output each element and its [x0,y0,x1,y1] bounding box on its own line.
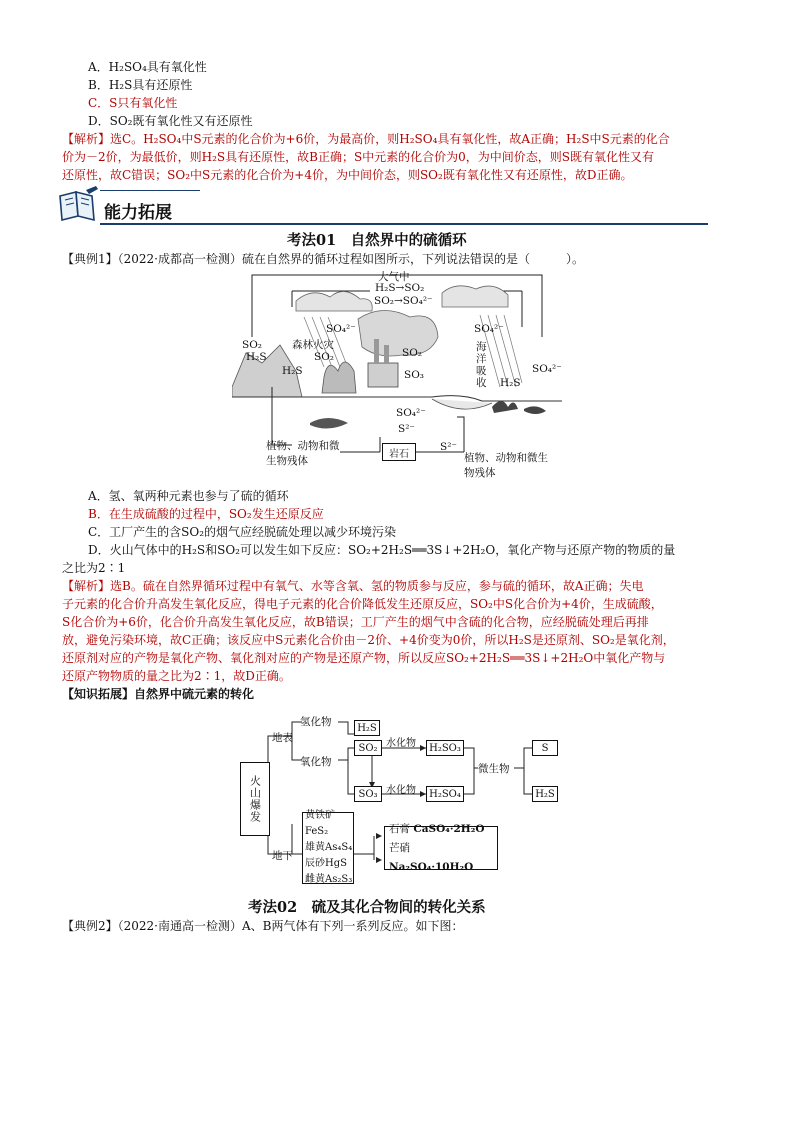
option-d: D．SO₂既有氧化性又有还原性 [88,114,253,128]
fire-so2: SO₂ [314,351,335,363]
method1-title: 考法01 自然界中的硫循环 [287,232,467,249]
mineral-item: 黄铁矿FeS₂ [305,810,335,837]
option-d: D．火山气体中的H₂S和SO₂可以发生如下反应：SO₂+2H₂S══3S↓+2H₂O，氧化产物与还原产物的物质的量 [88,543,676,557]
fire-label: 森林火灾 [292,339,334,351]
hydride-label: 氢化物 [300,716,332,728]
analysis-line: 还原产物物质的量之比为2∶1，故D正确。 [62,669,291,683]
option-c: C．S只有氧化性 [88,96,178,110]
left-h2s: H₂S [246,351,267,363]
mineral-item: 雄黄As₄S₄ [305,842,353,853]
ground-s: S²⁻ [398,423,415,435]
option-c: C．工厂产生的含SO₂的烟气应经脱硫处理以减少环境污染 [88,525,397,539]
analysis-line: 还原剂对应的产物是氧化产物、氧化剂对应的产物是还原产物，所以反应SO₂+2H₂S══3S↓+2H₂O中氧化产物与 [62,651,666,665]
left-so2: SO₂ [242,339,263,351]
volcano-box [240,762,270,836]
sea-h2s: H₂S [500,377,521,389]
microbe-label: 微生物 [478,763,510,775]
sea-so4: SO₄²⁻ [474,323,504,335]
analysis-line: 价为－2价，为最低价，则H₂S具有还原性，故B正确；S中元素的化合价为0，为中间价态，则S既有氧化性又有 [62,150,655,164]
analysis-line: 【解析】选C。H₂SO₄中S元素的化合价为+6价，为最高价，则H₂SO₄具有氧化性，故A正确；H₂S中S元素的化合 [62,132,670,146]
h2s-right-box [532,786,558,802]
mirabilite-name: 芒硝 [389,841,410,854]
sea-label: 海洋吸收 [476,341,487,389]
option-d-cont: 之比为2∶1 [62,561,126,575]
gypsum-name: 石膏 [389,822,410,835]
analysis-line: 还原性，故C错误；SO₂中S元素的化合价为+4价，为中间价态，则SO₂既有氧化性又有还原性，故D正确。 [62,168,633,182]
s-label: S [541,742,549,754]
analysis-line: 【解析】选B。硫在自然界循环过程中有氧气、水等含氧、氢的物质参与反应，参与硫的循环，故A正确；失电 [62,579,644,593]
rock-label: 岩石 [389,448,409,460]
left-bottom-label: 植物、动物和微生物残体 [266,440,340,467]
rock-box [382,443,416,461]
section-title: 能力拓展 [104,203,172,223]
sulfur-conversion-diagram [240,708,560,884]
h2s-right-label: H₂S [535,788,555,800]
hydration-label: 水化物 [386,738,416,749]
example1-question: 【典例1】（2022·成都高一检测）硫在自然界的循环过程如图所示，下列说法错误的是（ ）。 [62,252,584,266]
mirabilite-row [389,839,497,877]
so2-box [354,740,382,756]
h2s-top-label: H₂S [357,722,377,734]
h2so3-box [426,740,464,756]
surface-label: 地表 [272,732,293,744]
example2-question: 【典例2】（2022·南通高一检测）A、B两气体有下列一系列反应。如下图： [62,919,464,933]
underground-label: 地下 [272,850,293,862]
option-a: A．氢、氧两种元素也参与了硫的循环 [88,489,289,503]
h2so4-box [426,786,464,802]
atm-title: 大气中 [378,271,410,283]
ground-so4: SO₄²⁻ [396,407,426,419]
option-a: A．H₂SO₄具有氧化性 [88,60,207,74]
oxide-label: 氧化物 [300,756,332,768]
so3-label: SO₃ [358,788,378,800]
salts-box [384,822,498,873]
book-icon [56,186,100,224]
gypsum-row [389,820,484,839]
fire-so4: SO₄²⁻ [326,323,356,335]
left-h2s2: H₂S [282,365,303,377]
s-box [532,740,558,756]
right-bottom-label: 植物、动物和微生物残体 [464,452,548,479]
minerals-box [302,812,354,884]
so2-label: SO₂ [358,742,378,754]
h2s-top-box [354,720,380,736]
mineral-item: 辰砂HgS [305,858,347,869]
rock-s: S²⁻ [440,441,457,453]
method2-title: 考法02 硫及其化合物间的转化关系 [248,899,486,916]
h2so3-label: H₂SO₃ [429,742,461,754]
section-header [56,186,710,226]
volcano-label: 火山爆发 [248,775,262,823]
so3-box [354,786,382,802]
analysis-line: 子元素的化合价升高发生氧化反应，得电子元素的化合价降低发生还原反应，SO₂中S化合价为+4价，生成硫酸， [62,597,663,611]
hydration-label-2: 水化物 [386,785,416,796]
h2so4-label: H₂SO₄ [429,788,461,800]
option-b: B．在生成硫酸的过程中，SO₂发生还原反应 [88,507,324,521]
option-b: B．H₂S具有还原性 [88,78,193,92]
extension-title: 【知识拓展】自然界中硫元素的转化 [62,687,255,701]
atm-row1: H₂S→SO₂ [375,282,425,294]
factory-so2: SO₂ [402,347,423,359]
analysis-line: 放，避免污染环境，故C正确；该反应中S元素化合价由－2价、+4价变为0价，所以H₂S是还原剂、SO₂是氧化剂， [62,633,675,647]
sulfur-cycle-figure [232,267,562,485]
analysis-line: S化合价为+6价，化合价升高发生氧化反应，故B错误；工厂产生的烟气中含硫的化合物，应经脱硫处理后再排 [62,615,649,629]
right-so4: SO₄²⁻ [532,363,562,375]
atm-row2: SO₂→SO₄²⁻ [374,295,433,307]
mineral-item: 雌黄As₂S₃ [305,874,353,885]
factory-so3: SO₃ [404,369,425,381]
mirabilite-formula: Na₂SO₄·10H₂O [389,860,474,873]
gypsum-formula: CaSO₄·2H₂O [413,822,485,835]
